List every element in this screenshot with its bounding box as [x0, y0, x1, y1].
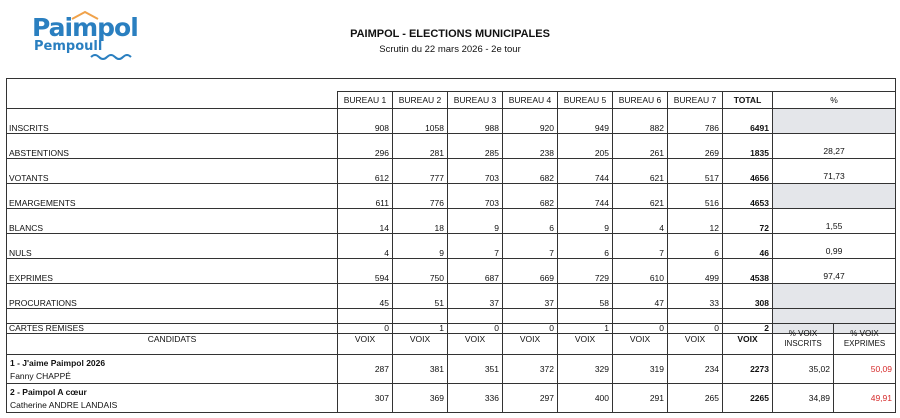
bureau-value: 37: [503, 284, 558, 309]
row-label: EMARGEMENTS: [7, 184, 338, 209]
row-total: 2: [723, 309, 773, 334]
candidate-name: Catherine ANDRE LANDAIS: [10, 399, 118, 410]
bureau-value: 610: [613, 259, 668, 284]
candidates-header-row: [7, 324, 896, 355]
candidate-row: [7, 384, 896, 413]
candidate-voix: 372: [503, 355, 558, 384]
candidate-voix: 329: [558, 355, 613, 384]
row-total: 1835: [723, 134, 773, 159]
row-percent: [773, 284, 896, 309]
row-percent: 71,73: [773, 159, 896, 184]
bureau-value: 499: [668, 259, 723, 284]
bureau-value: 14: [338, 209, 393, 234]
table-row: [7, 209, 896, 234]
row-total: 4538: [723, 259, 773, 284]
page-title: PAIMPOL - ELECTIONS MUNICIPALES: [350, 28, 550, 40]
candidate-cell: [7, 355, 338, 384]
table-row: [7, 159, 896, 184]
candidate-voix: 369: [393, 384, 448, 413]
candidate-voix: 336: [448, 384, 503, 413]
candidates-table: [6, 323, 896, 413]
bureau-value: 517: [668, 159, 723, 184]
bureau-value: 47: [613, 284, 668, 309]
candidate-voix: 297: [503, 384, 558, 413]
bureau-value: 988: [448, 109, 503, 134]
bureau-value: 776: [393, 184, 448, 209]
table-row: [7, 184, 896, 209]
voix-header: VOIX: [613, 324, 668, 355]
row-total: 72: [723, 209, 773, 234]
pct-inscrits-header: % VOIX INSCRITS: [773, 324, 834, 355]
voix-header: VOIX: [558, 324, 613, 355]
column-header-total: TOTAL: [723, 92, 773, 109]
bureau-value: 908: [338, 109, 393, 134]
page-subtitle: Scrutin du 22 mars 2026 - 2e tour: [379, 44, 521, 55]
candidates-body: [7, 355, 896, 413]
bureau-value: 261: [613, 134, 668, 159]
bureau-value: 238: [503, 134, 558, 159]
bureau-value: 594: [338, 259, 393, 284]
voix-header: VOIX: [393, 324, 448, 355]
table-header-row: [7, 92, 896, 109]
bureau-value: 6: [558, 234, 613, 259]
row-total: 46: [723, 234, 773, 259]
row-label: INSCRITS: [7, 109, 338, 134]
paimpol-logo: [30, 14, 140, 64]
voix-header: VOIX: [338, 324, 393, 355]
table-row: [7, 134, 896, 159]
bureau-value: 949: [558, 109, 613, 134]
bureau-value: 4: [613, 209, 668, 234]
column-header: BUREAU 5: [558, 92, 613, 109]
row-percent: 28,27: [773, 134, 896, 159]
results-body: [7, 109, 896, 334]
bureau-value: 12: [668, 209, 723, 234]
row-percent: 0,99: [773, 234, 896, 259]
bureau-value: 9: [393, 234, 448, 259]
bureau-value: 51: [393, 284, 448, 309]
bureau-value: 703: [448, 184, 503, 209]
pct-exprimes-header: % VOIX EXPRIMES: [834, 324, 896, 355]
column-header: BUREAU 2: [393, 92, 448, 109]
voix-header: VOIX: [448, 324, 503, 355]
bureau-value: 7: [503, 234, 558, 259]
bureau-value: 621: [613, 184, 668, 209]
bureau-value: 0: [448, 309, 503, 334]
bureau-value: 6: [668, 234, 723, 259]
candidate-voix: 291: [613, 384, 668, 413]
bureau-value: 1: [558, 309, 613, 334]
table-row: [7, 284, 896, 309]
column-header: BUREAU 4: [503, 92, 558, 109]
bureau-value: 45: [338, 284, 393, 309]
candidate-voix: 265: [668, 384, 723, 413]
column-header: BUREAU 6: [613, 92, 668, 109]
bureau-value: 516: [668, 184, 723, 209]
row-label: PROCURATIONS: [7, 284, 338, 309]
candidate-row: [7, 355, 896, 384]
bureau-value: 777: [393, 159, 448, 184]
column-header: BUREAU 3: [448, 92, 503, 109]
bureau-value: 703: [448, 159, 503, 184]
candidate-voix: 351: [448, 355, 503, 384]
bureau-value: 37: [448, 284, 503, 309]
row-label: CARTES REMISES: [7, 309, 338, 334]
bureau-value: 669: [503, 259, 558, 284]
bureau-value: 285: [448, 134, 503, 159]
voix-header-total: VOIX: [723, 324, 773, 355]
table-row: [7, 259, 896, 284]
candidate-pct-exprimes: 50,09: [834, 355, 896, 384]
candidate-list: 1 - J'aime Paimpol 2026: [10, 357, 106, 368]
candidate-cell: [7, 384, 338, 413]
row-label: EXPRIMES: [7, 259, 338, 284]
header-empty-cell: [7, 92, 338, 109]
column-header-percent: %: [773, 92, 896, 109]
bureau-value: 7: [613, 234, 668, 259]
bureau-value: 9: [558, 209, 613, 234]
top-spacer-cell: [7, 79, 896, 92]
table-top-spacer: [7, 79, 896, 92]
bureau-value: 0: [338, 309, 393, 334]
bureau-value: 18: [393, 209, 448, 234]
bureau-value: 281: [393, 134, 448, 159]
bureau-value: 1058: [393, 109, 448, 134]
bureau-value: 0: [668, 309, 723, 334]
bureau-value: 920: [503, 109, 558, 134]
candidate-voix: 381: [393, 355, 448, 384]
row-label: ABSTENTIONS: [7, 134, 338, 159]
row-percent: [773, 184, 896, 209]
bureau-value: 33: [668, 284, 723, 309]
row-total: 6491: [723, 109, 773, 134]
candidate-total: 2273: [723, 355, 773, 384]
results-table: [6, 78, 896, 334]
candidate-voix: 400: [558, 384, 613, 413]
bureau-value: 0: [503, 309, 558, 334]
bureau-value: 682: [503, 159, 558, 184]
row-total: 308: [723, 284, 773, 309]
bureau-value: 1: [393, 309, 448, 334]
row-percent: [773, 109, 896, 134]
bureau-value: 882: [613, 109, 668, 134]
bureau-value: 58: [558, 284, 613, 309]
candidate-list: 2 - Paimpol A cœur: [10, 386, 87, 397]
candidate-voix: 234: [668, 355, 723, 384]
row-label: BLANCS: [7, 209, 338, 234]
candidate-voix: 287: [338, 355, 393, 384]
table-row: [7, 234, 896, 259]
candidate-total: 2265: [723, 384, 773, 413]
bureau-value: 750: [393, 259, 448, 284]
bureau-value: 729: [558, 259, 613, 284]
row-total: 4653: [723, 184, 773, 209]
bureau-value: 621: [613, 159, 668, 184]
row-percent: 1,55: [773, 209, 896, 234]
bureau-value: 682: [503, 184, 558, 209]
bureau-value: 7: [448, 234, 503, 259]
bureau-value: 4: [338, 234, 393, 259]
bureau-value: 9: [448, 209, 503, 234]
bureau-value: 687: [448, 259, 503, 284]
candidates-header: CANDIDATS: [7, 324, 338, 355]
candidate-pct-exprimes: 49,91: [834, 384, 896, 413]
logo-waves-icon: [90, 52, 134, 62]
candidate-pct-inscrits: 35,02: [773, 355, 834, 384]
bureau-value: 744: [558, 184, 613, 209]
voix-header: VOIX: [668, 324, 723, 355]
bureau-value: 611: [338, 184, 393, 209]
candidate-name: Fanny CHAPPÉ: [10, 370, 71, 381]
bureau-value: 205: [558, 134, 613, 159]
candidate-pct-inscrits: 34,89: [773, 384, 834, 413]
bureau-value: 744: [558, 159, 613, 184]
row-label: NULS: [7, 234, 338, 259]
column-header: BUREAU 1: [338, 92, 393, 109]
candidate-voix: 307: [338, 384, 393, 413]
row-percent: 97,47: [773, 259, 896, 284]
row-total: 4656: [723, 159, 773, 184]
table-row: [7, 109, 896, 134]
column-header: BUREAU 7: [668, 92, 723, 109]
bureau-value: 296: [338, 134, 393, 159]
bureau-value: 0: [613, 309, 668, 334]
bureau-value: 269: [668, 134, 723, 159]
row-label: VOTANTS: [7, 159, 338, 184]
bureau-value: 6: [503, 209, 558, 234]
bureau-value: 612: [338, 159, 393, 184]
logo-text-sub: Pempoull: [34, 39, 103, 54]
voix-header: VOIX: [503, 324, 558, 355]
bureau-value: 786: [668, 109, 723, 134]
candidate-voix: 319: [613, 355, 668, 384]
logo-text-main: Paimpol: [32, 13, 138, 42]
